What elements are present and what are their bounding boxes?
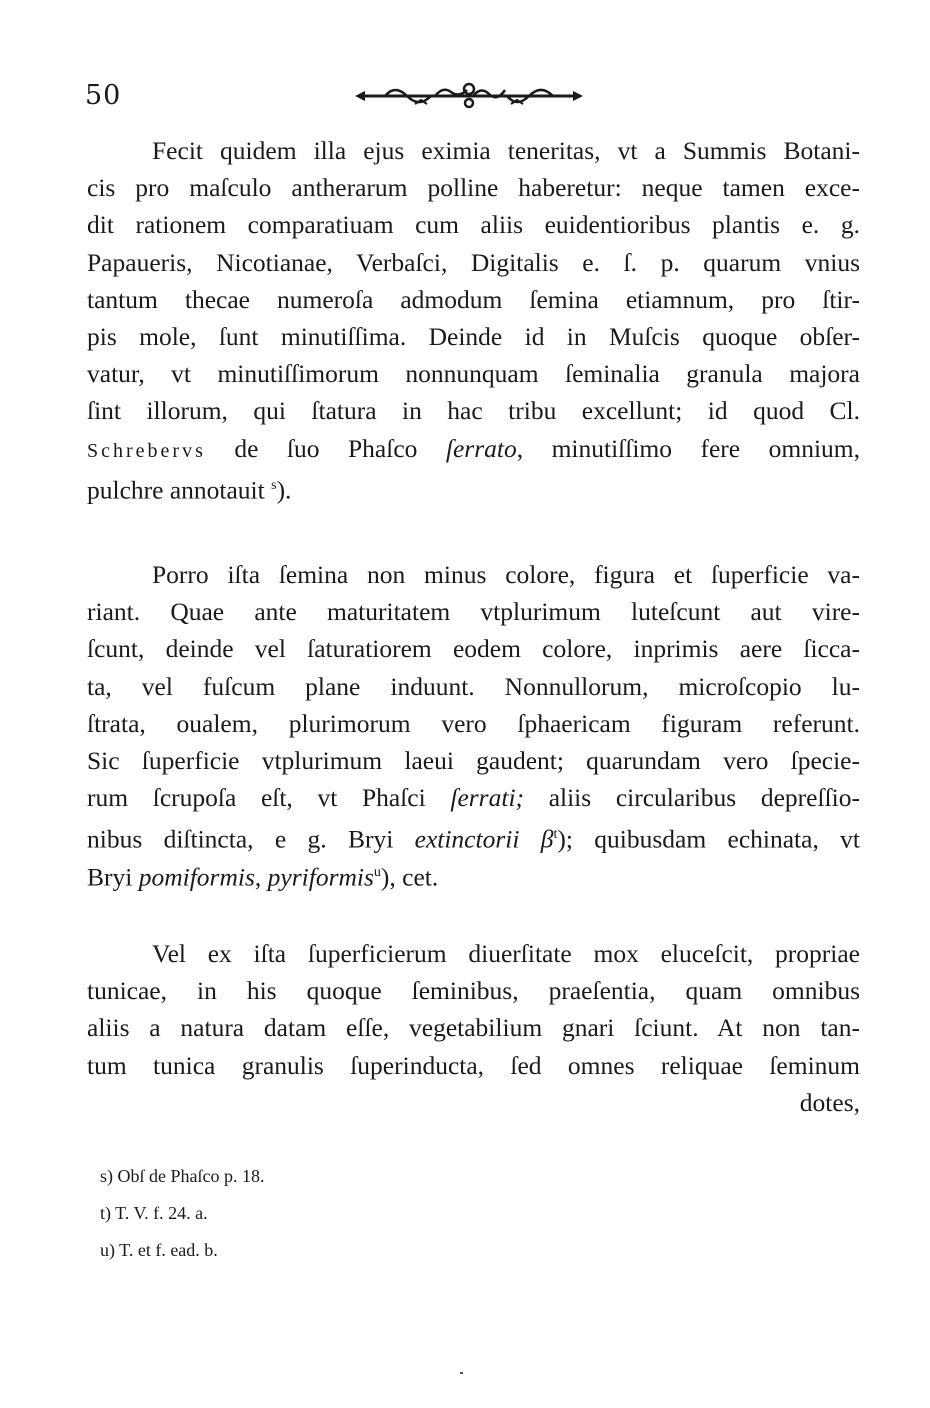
text-line: ſcunt, deinde vel ſaturatiorem eodem colore, inprimis aere ſicca- [87, 634, 860, 664]
text-run: ); quibusdam echinata, vt [557, 824, 860, 854]
taxon-italic: ſerrati; [450, 783, 525, 813]
text-run: rum ſcrupoſa eſt, vt Phaſci [87, 783, 451, 813]
taxon-italic: pyriformis [267, 862, 374, 891]
text-line: tantum thecae numeroſa admodum ſemina etiamnum, pro ſtir- [87, 284, 860, 314]
footnote: s) Obſ de Phaſco p. 18. [100, 1166, 265, 1186]
author-name-smallcaps: Schrebervs [87, 439, 206, 462]
text-line [87, 430, 860, 467]
text-line: riant. Quae ante maturitatem vtplurimum luteſcunt aut vire- [87, 597, 860, 627]
text-line: cis pro maſculo antherarum polline haberetur: neque tamen exce- [87, 173, 860, 203]
text-line: tum tunica granulis ſuperinducta, ſed omnes reliquae ſeminum [87, 1050, 860, 1080]
text-line: ta, vel fuſcum plane induunt. Nonnullorum, microſcopio lu- [87, 671, 860, 701]
text-run: Bryi [87, 862, 139, 891]
text-line: Porro iſta ſemina non minus colore, figura et ſuperficie va- [152, 560, 860, 589]
text-run: , minutiſſimo fere omnium, [516, 433, 860, 463]
page-number: 50 [85, 80, 122, 111]
text-line: aliis a natura datam eſſe, vegetabilium gnari ſciunt. At non tan- [87, 1013, 860, 1043]
text-line: ſint illorum, qui ſtatura in hac tribu excellunt; id quod Cl. [87, 396, 860, 426]
text-line: vatur, vt minutiſſimorum nonnunquam ſeminalia granula majora [87, 359, 860, 389]
footnote-marker: s [271, 477, 277, 493]
text-line: Papaueris, Nicotianae, Verbaſci, Digitalis e. ſ. p. quarum vnius [87, 247, 860, 277]
text-line: pis mole, ſunt minutiſſima. Deinde id in Muſcis quoque obſer- [87, 321, 860, 351]
text-run: nibus diſtincta, e g. Bryi [87, 824, 415, 854]
text-run: de ſuo Phaſco [205, 433, 446, 463]
footnotes [100, 1158, 264, 1269]
text-line: Vel ex iſta ſuperficierum diuerſitate mox eluceſcit, propriae [152, 939, 860, 968]
footnote-marker: t [553, 827, 558, 843]
text-line: ſtrata, oualem, plurimorum vero ſphaericam figuram referunt. [87, 708, 860, 738]
text-run: , [254, 862, 268, 891]
text-line [87, 779, 860, 816]
paragraph-3 [87, 935, 860, 1121]
text-line: Sic ſuperficie vtplurimum laeui gaudent; quarundam vero ſpecie- [87, 745, 860, 775]
footnote: u) T. et f. ead. b. [100, 1240, 218, 1260]
paragraph-1 [87, 132, 860, 504]
ornamental-rule [355, 80, 583, 112]
footnote-marker: u [373, 864, 381, 880]
text-line [87, 467, 860, 504]
footnote: t) T. V. f. 24. a. [100, 1203, 208, 1223]
text-run: pulchre annotauit [87, 475, 272, 505]
catchword: dotes, [799, 1087, 860, 1117]
text-line: dit rationem comparatiuam cum aliis euidentioribus plantis e. g. [87, 210, 860, 240]
text-run: ). [276, 475, 292, 505]
paper-speck [460, 1372, 463, 1374]
taxon-italic: ſerrato [445, 433, 517, 463]
taxon-italic: extinctorii β [414, 824, 554, 854]
text-run: aliis circularibus depreſſio- [524, 783, 860, 813]
text-line: Fecit quidem illa ejus eximia teneritas, vt a Summis Botani- [152, 136, 860, 165]
taxon-italic: pomiformis [138, 862, 255, 891]
text-run: ), cet. [380, 862, 439, 891]
text-line [87, 816, 860, 853]
text-line [87, 854, 860, 891]
text-line: tunicae, in his quoque ſeminibus, praeſentia, quam omnibus [87, 976, 860, 1006]
paragraph-2 [87, 556, 860, 891]
